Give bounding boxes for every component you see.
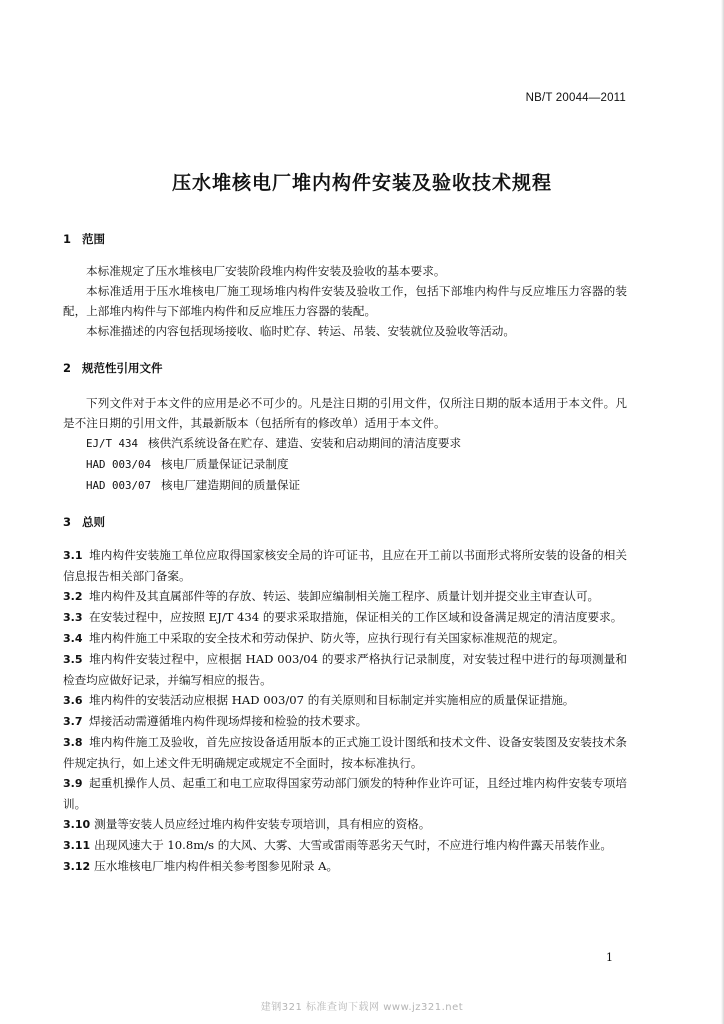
clause-text: 堆内构件施工及验收，首先应按设备适用版本的正式施工设计图纸和技术文件、设备安装图及安装技术条件规定执行，如上述文件无明确规定或规定不全面时，按本标准执行。 xyxy=(63,735,627,770)
reference-item xyxy=(63,454,627,475)
clause-text: 堆内构件施工中采取的安全技术和劳动保护、防火等，应执行现行有关国家标准规范的规定。 xyxy=(89,631,565,645)
reference-item xyxy=(63,433,627,454)
clause-number: 3.5 xyxy=(63,653,83,666)
clause-text: 堆内构件及其直属部件等的存放、转运、装卸应编制相关施工程序、质量计划并提交业主审查认可。 xyxy=(89,589,600,603)
clause-text: 堆内构件安装过程中，应根据 HAD 003/04 的要求严格执行记录制度，对安装过程中进行的每项测量和检查均应做好记录，并编写相应的报告。 xyxy=(63,652,627,687)
section-title: 总则 xyxy=(82,515,105,529)
clause xyxy=(63,773,627,814)
clause xyxy=(63,856,627,877)
clause-number: 3.9 xyxy=(63,777,83,790)
clause-number: 3.2 xyxy=(63,590,83,603)
reference-title: 核供汽系统设备在贮存、建造、安装和启动期间的清洁度要求 xyxy=(148,436,462,450)
clause-number: 3.10 xyxy=(63,818,91,831)
clause xyxy=(63,690,627,711)
paragraph: 本标准适用于压水堆核电厂施工现场堆内构件安装及验收工作，包括下部堆内构件与反应堆压力容器的装配，上部堆内构件与下部堆内构件和反应堆压力容器的装配。 xyxy=(63,284,627,318)
clause-number: 3.11 xyxy=(63,839,91,852)
clause-number: 3.1 xyxy=(63,549,83,562)
clause-number: 3.3 xyxy=(63,611,83,624)
clause-text: 在安装过程中，应按照 EJ/T 434 的要求采取措施，保证相关的工作区域和设备满足规定的清洁度要求。 xyxy=(89,610,623,624)
paragraph: 本标准规定了压水堆核电厂安装阶段堆内构件安装及验收的基本要求。 xyxy=(86,264,446,278)
reference-code: EJ/T 434 xyxy=(86,437,139,450)
clause-number: 3.7 xyxy=(63,715,83,728)
page-number: 1 xyxy=(606,951,613,964)
reference-item xyxy=(63,475,627,496)
section-title: 规范性引用文件 xyxy=(82,361,163,375)
clause xyxy=(63,586,627,607)
clause xyxy=(63,835,627,856)
clause xyxy=(63,814,627,835)
section-2-body xyxy=(63,393,627,496)
clause xyxy=(63,711,627,732)
standard-number: NB/T 20044—2011 xyxy=(525,92,626,104)
clause-number: 3.12 xyxy=(63,860,91,873)
clause-number: 3.6 xyxy=(63,694,83,707)
clause xyxy=(63,607,627,628)
reference-code: HAD 003/07 xyxy=(86,479,152,492)
reference-title: 核电厂质量保证记录制度 xyxy=(161,457,289,471)
clause xyxy=(63,732,627,773)
document-title: 压水堆核电厂堆内构件安装及验收技术规程 xyxy=(171,172,552,194)
footer-watermark: 建钢321 标准查询下载网 www.jz321.net xyxy=(260,1002,464,1013)
section-3-heading xyxy=(63,514,105,530)
clause-text: 起重机操作人员、起重工和电工应取得国家劳动部门颁发的特种作业许可证，且经过堆内构件安装专项培训。 xyxy=(63,776,627,811)
section-1-heading xyxy=(63,231,105,247)
clause-text: 堆内构件的安装活动应根据 HAD 003/07 的有关原则和目标制定并实施相应的质量保证措施。 xyxy=(89,693,575,707)
section-2-heading xyxy=(63,360,163,376)
section-number: 3 xyxy=(63,515,72,529)
clause-text: 测量等安装人员应经过堆内构件安装专项培训，具有相应的资格。 xyxy=(94,817,431,831)
clause-text: 出现风速大于 10.8m/s 的大风、大雾、大雪或雷雨等恶劣天气时，不应进行堆内构件露天吊装作业。 xyxy=(94,838,612,852)
paragraph: 下列文件对于本文件的应用是必不可少的。凡是注日期的引用文件，仅所注日期的版本适用于本文件。凡是不注日期的引用文件，其最新版本（包括所有的修改单）适用于本文件。 xyxy=(63,396,627,430)
clause-text: 压水堆核电厂堆内构件相关参考图参见附录 A。 xyxy=(94,859,339,873)
section-1-body xyxy=(63,261,627,341)
section-number: 1 xyxy=(63,232,72,246)
paragraph: 本标准描述的内容包括现场接收、临时贮存、转运、吊装、安装就位及验收等活动。 xyxy=(86,324,515,338)
clause xyxy=(63,545,627,586)
clause-text: 堆内构件安装施工单位应取得国家核安全局的许可证书，且应在开工前以书面形式将所安装的设备的相关信息报告相关部门备案。 xyxy=(63,548,627,583)
section-title: 范围 xyxy=(82,232,105,246)
clause-number: 3.4 xyxy=(63,632,83,645)
section-3-body xyxy=(63,545,627,877)
clause-number: 3.8 xyxy=(63,736,83,749)
reference-title: 核电厂建造期间的质量保证 xyxy=(161,478,301,492)
section-number: 2 xyxy=(63,361,72,375)
clause xyxy=(63,649,627,690)
clause xyxy=(63,628,627,649)
reference-code: HAD 003/04 xyxy=(86,458,152,471)
clause-text: 焊接活动需遵循堆内构件现场焊接和检验的技术要求。 xyxy=(89,714,368,728)
